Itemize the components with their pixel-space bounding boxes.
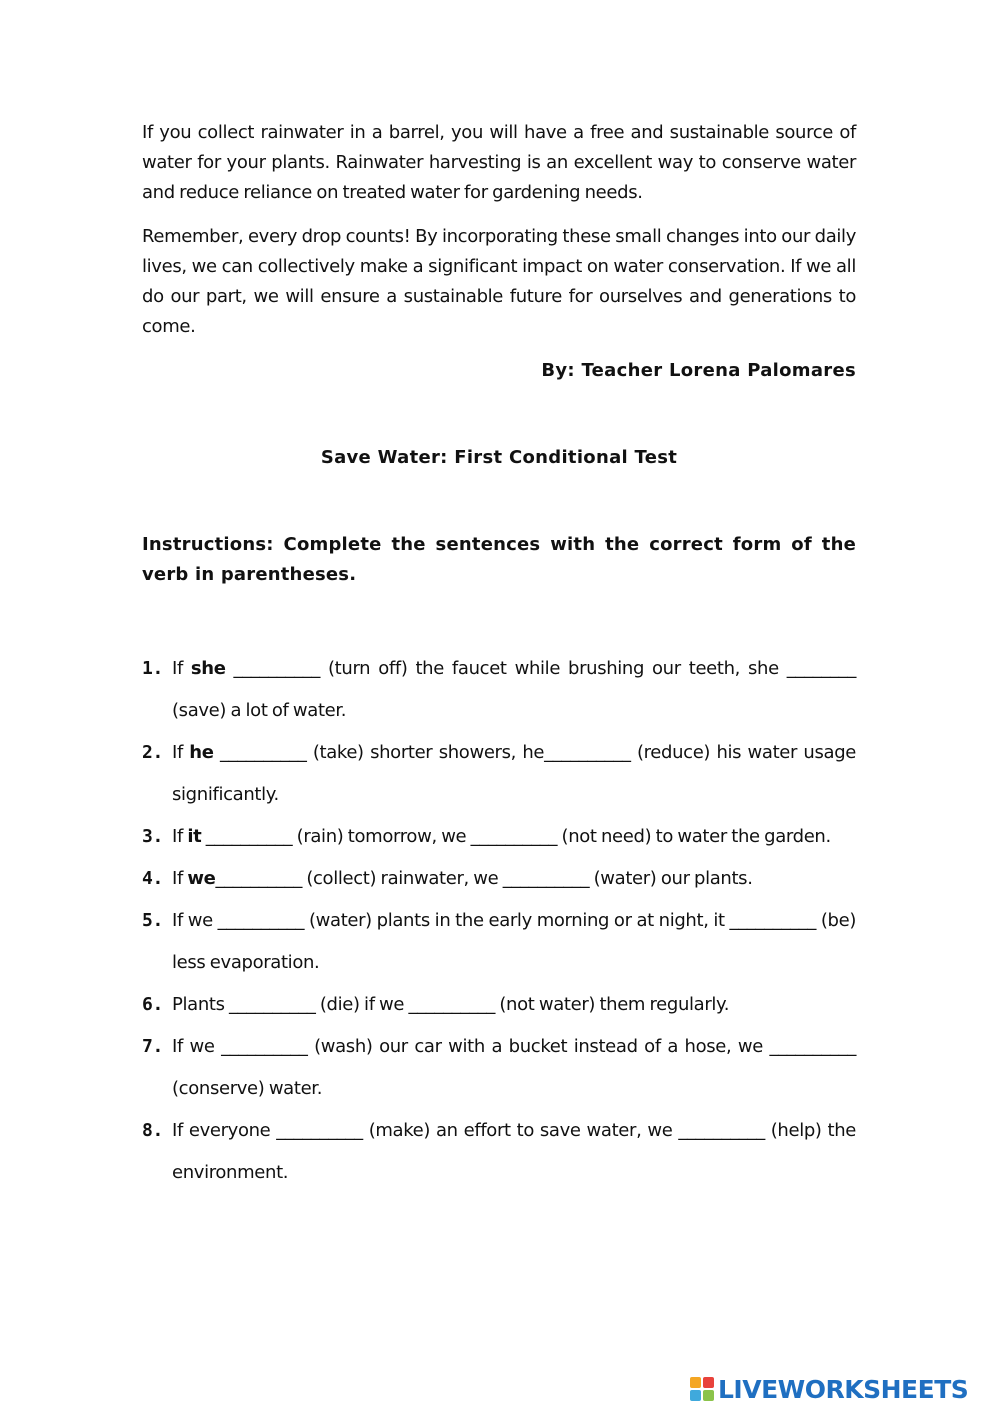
question-text: __________ (take) shorter showers, he__________ (reduce) his water usage significantly.: [172, 742, 856, 805]
question-number: 1.: [142, 658, 163, 679]
question-6: [142, 984, 856, 1026]
question-prefix: If: [172, 868, 188, 889]
paragraph-conclusion: Remember, every drop counts! By incorporating these small changes into our daily lives, we can collectively make a significant impact on water conservation. If we all do our part, we will ensure a sustainable future for ourselves and generations to come.: [142, 226, 856, 337]
question-subject: we: [187, 868, 216, 889]
question-text: If we __________ (water) plants in the early morning or at night, it __________ (be) less evaporation.: [172, 910, 856, 973]
liveworksheets-logo-text: LIVEWORKSHEETS: [718, 1374, 969, 1404]
logo-square: [703, 1377, 714, 1388]
question-5: [142, 900, 856, 984]
question-text: If we __________ (wash) our car with a bucket instead of a hose, we __________ (conserve) water.: [172, 1036, 856, 1099]
question-prefix: If: [172, 826, 188, 847]
question-number: 7.: [142, 1036, 163, 1057]
question-number: 4.: [142, 868, 163, 889]
worksheet-content: [142, 118, 856, 1194]
question-prefix: If: [172, 742, 190, 763]
question-8: [142, 1110, 856, 1194]
question-2: [142, 732, 856, 816]
paragraph-rainwater: If you collect rainwater in a barrel, you will have a free and sustainable source of water for your plants. Rainwater harvesting is an excellent way to conserve water and reduce reliance on treated water for gardening needs.: [142, 122, 856, 203]
question-number: 8.: [142, 1120, 163, 1141]
question-text: __________ (collect) rainwater, we __________ (water) our plants.: [215, 868, 753, 889]
question-4: [142, 858, 856, 900]
question-number: 2.: [142, 742, 163, 763]
question-number: 6.: [142, 994, 163, 1015]
logo-square: [703, 1390, 714, 1401]
logo-square: [690, 1377, 701, 1388]
liveworksheets-logo-icon: [690, 1377, 714, 1401]
logo-square: [690, 1390, 701, 1401]
question-text: Plants __________ (die) if we __________ (not water) them regularly.: [172, 994, 730, 1015]
test-title: Save Water: First Conditional Test: [320, 447, 678, 468]
author-line: By: Teacher Lorena Palomares: [541, 360, 856, 381]
question-prefix: If: [172, 658, 191, 679]
question-text: __________ (rain) tomorrow, we __________ (not need) to water the garden.: [201, 826, 831, 847]
question-number: 3.: [142, 826, 163, 847]
question-3: [142, 816, 856, 858]
question-list: [142, 648, 856, 1194]
question-number: 5.: [142, 910, 163, 931]
question-subject: she: [190, 658, 226, 679]
question-subject: it: [187, 826, 202, 847]
instructions: Instructions: Complete the sentences with the correct form of the verb in parentheses.: [142, 534, 856, 585]
question-subject: he: [189, 742, 214, 763]
liveworksheets-logo: [690, 1374, 968, 1404]
question-1: [142, 648, 856, 732]
question-text: If everyone __________ (make) an effort to save water, we __________ (help) the environment.: [172, 1120, 856, 1183]
question-text: __________ (turn off) the faucet while brushing our teeth, she ________ (save) a lot of water.: [172, 658, 856, 721]
question-7: [142, 1026, 856, 1110]
